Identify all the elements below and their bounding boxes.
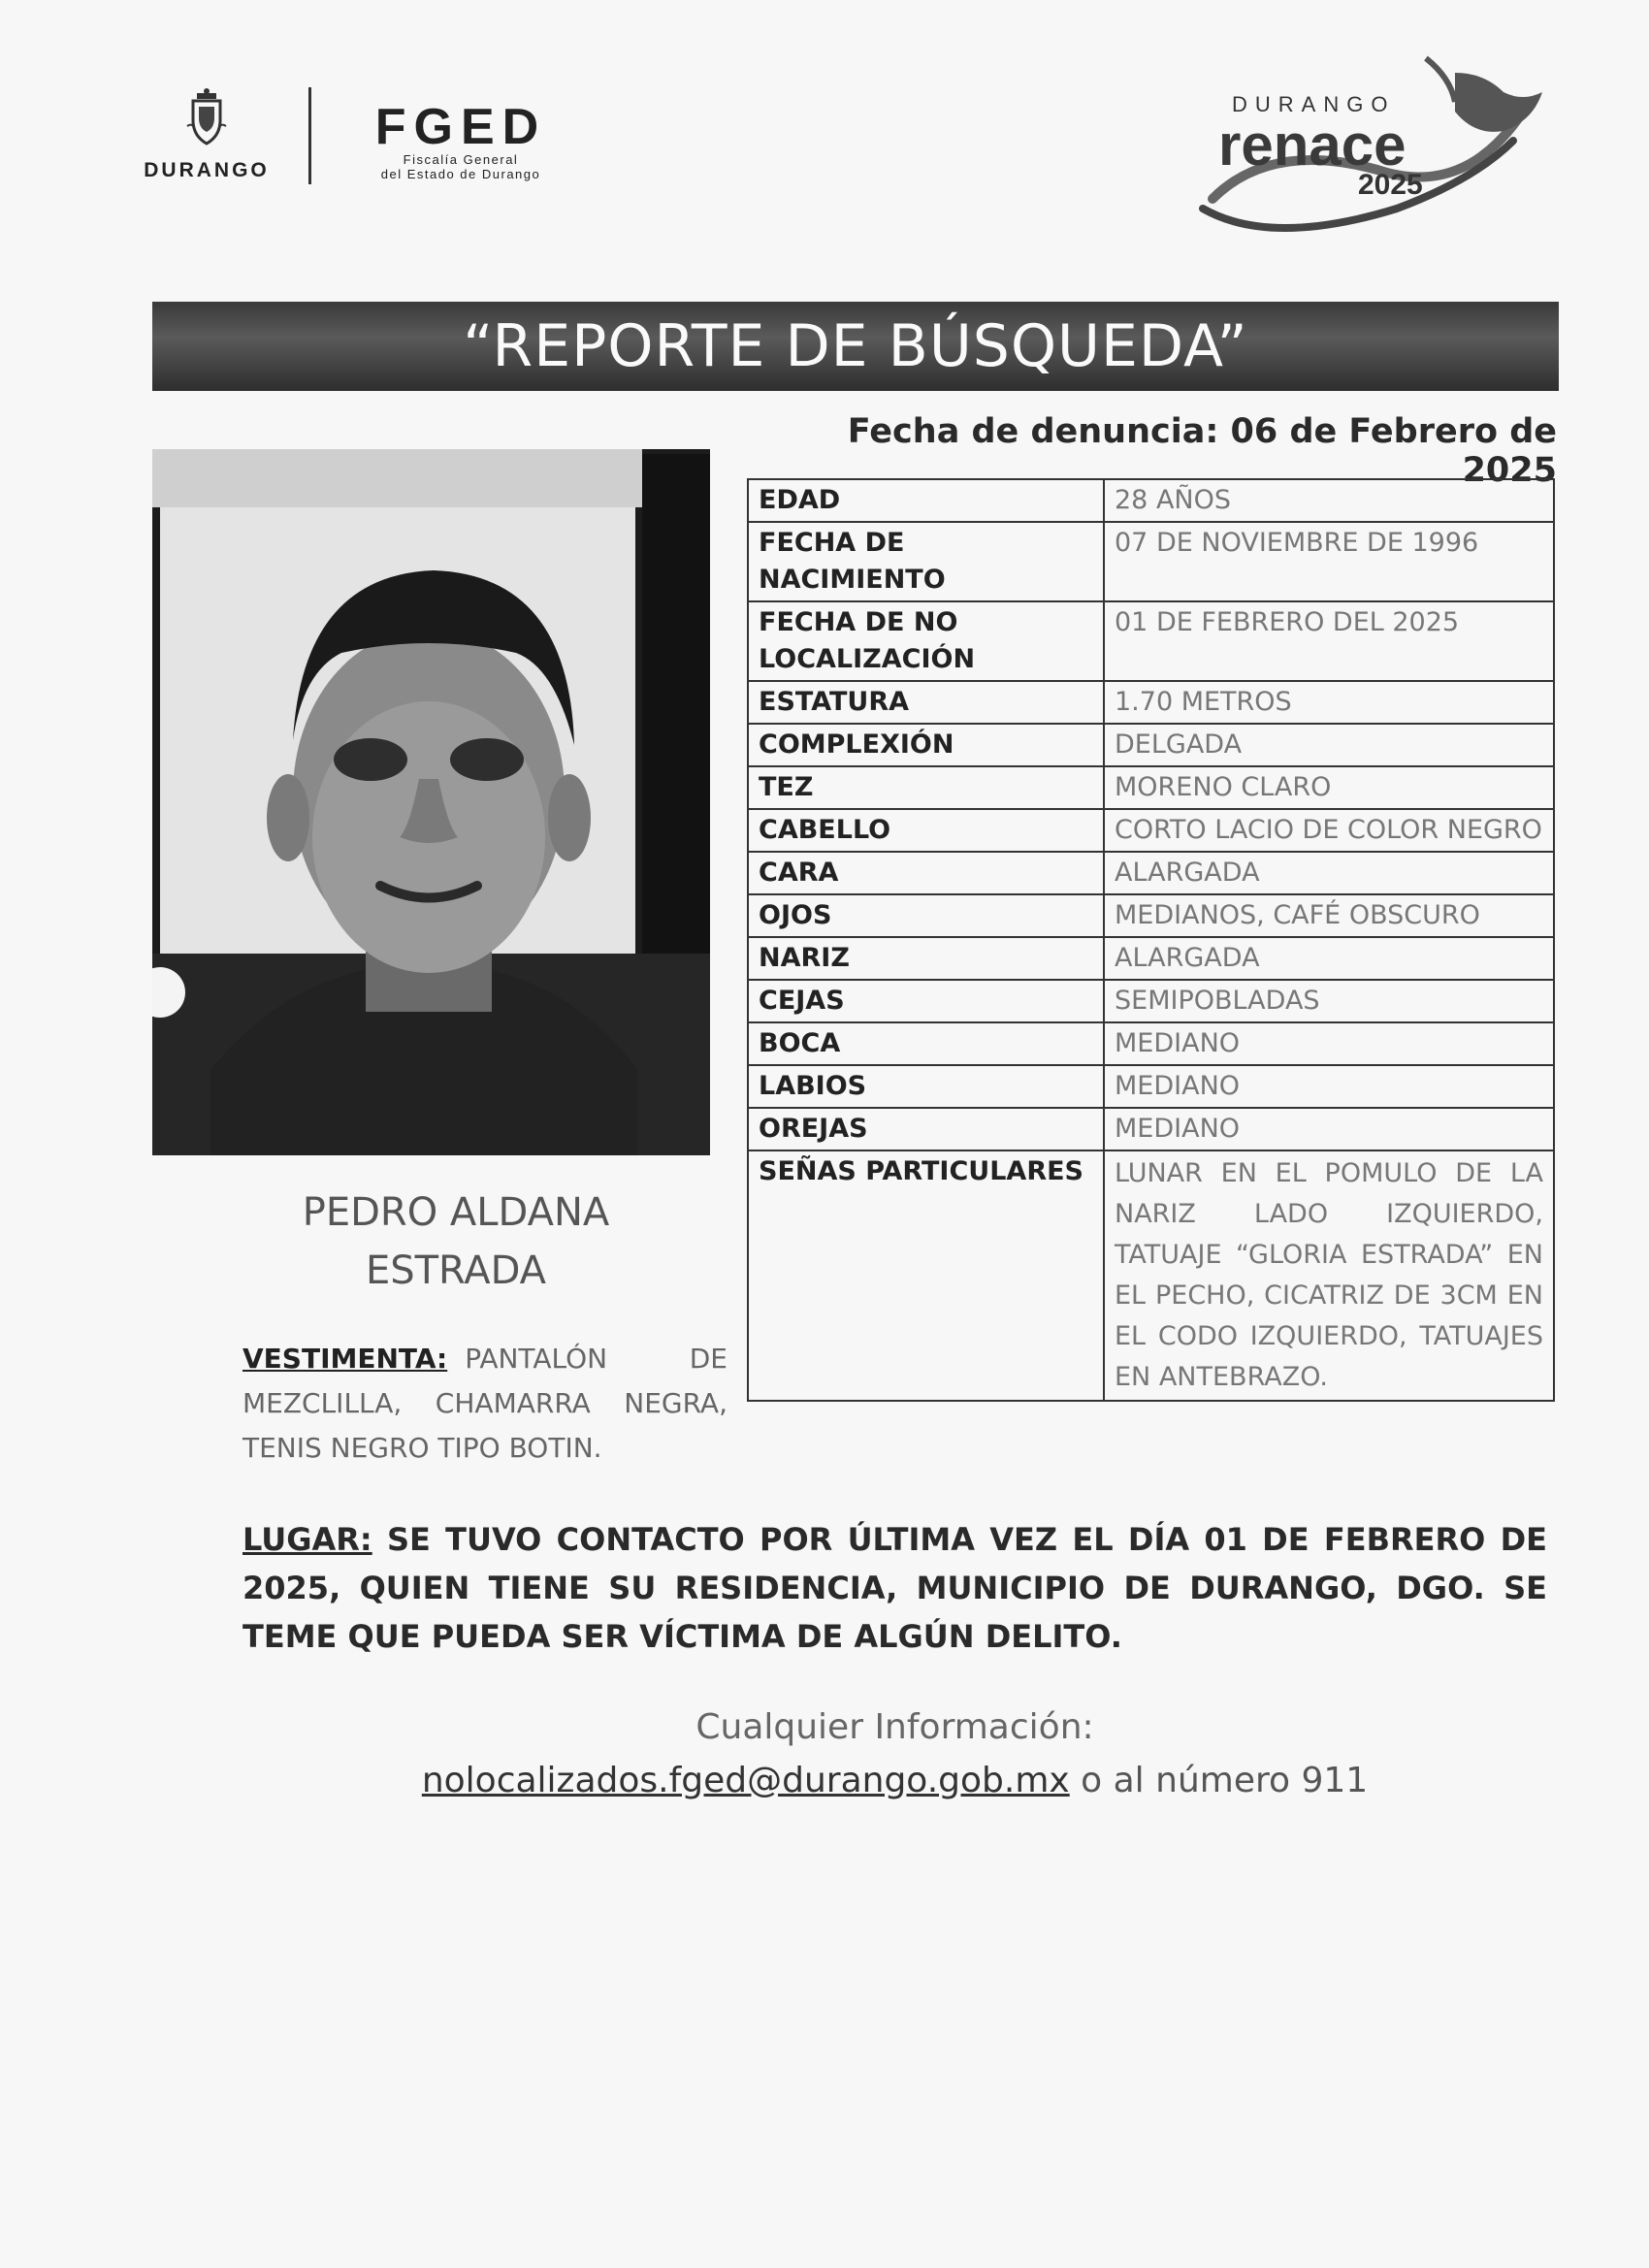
durango-logo [134, 87, 279, 182]
person-name-line2: ESTRADA [365, 1248, 547, 1293]
detail-value: MEDIANOS, CAFÉ OBSCURO [1104, 894, 1554, 937]
detail-row [748, 522, 1554, 601]
location-label: LUGAR: [242, 1521, 372, 1558]
detail-value: CORTO LACIO DE COLOR NEGRO [1104, 809, 1554, 852]
fged-subtitle-line2: del Estado de Durango [380, 167, 541, 181]
contact-title: Cualquier Información: [695, 1707, 1094, 1747]
clothing-text: PANTALÓN DE MEZCLILLA, CHAMARRA NEGRA, TENIS NEGRO TIPO BOTIN. [242, 1343, 728, 1464]
renace-state: DURANGO [1232, 92, 1396, 116]
clothing-description [242, 1337, 728, 1471]
person-photo [152, 449, 710, 1155]
detail-row [748, 1150, 1554, 1401]
report-title: “REPORTE DE BÚSQUEDA” [463, 312, 1248, 380]
detail-key: BOCA [748, 1022, 1104, 1065]
detail-row [748, 980, 1554, 1022]
detail-key: CEJAS [748, 980, 1104, 1022]
detail-value: 01 DE FEBRERO DEL 2025 [1104, 601, 1554, 681]
detail-value: DELGADA [1104, 724, 1554, 766]
detail-row [748, 681, 1554, 724]
detail-key: LABIOS [748, 1065, 1104, 1108]
person-name-line1: PEDRO ALDANA [302, 1190, 610, 1235]
detail-key: TEZ [748, 766, 1104, 809]
logo-divider [308, 87, 311, 184]
detail-row [748, 1065, 1554, 1108]
detail-key: ESTATURA [748, 681, 1104, 724]
contact-phone-text: o al número 911 [1081, 1761, 1369, 1800]
detail-key: FECHA DE NO LOCALIZACIÓN [748, 601, 1104, 681]
detail-value: SEMIPOBLADAS [1104, 980, 1554, 1022]
detail-value: MEDIANO [1104, 1065, 1554, 1108]
detail-value: 07 DE NOVIEMBRE DE 1996 [1104, 522, 1554, 601]
detail-key: FECHA DE NACIMIENTO [748, 522, 1104, 601]
detail-value: 28 AÑOS [1104, 479, 1554, 522]
detail-key: OREJAS [748, 1108, 1104, 1150]
fged-subtitle-line1: Fiscalía General [403, 152, 519, 167]
detail-key: OJOS [748, 894, 1104, 937]
renace-logo [1183, 53, 1552, 247]
detail-value: MORENO CLARO [1104, 766, 1554, 809]
detail-key: COMPLEXIÓN [748, 724, 1104, 766]
detail-value: LUNAR EN EL POMULO DE LA NARIZ LADO IZQUIERDO, TATUAJE “GLORIA ESTRADA” EN EL PECHO, CICATRIZ DE 3CM EN EL CODO IZQUIERDO, TATUAJES EN ANTEBRAZO. [1104, 1150, 1554, 1401]
detail-row [748, 724, 1554, 766]
detail-key: SEÑAS PARTICULARES [748, 1150, 1104, 1401]
detail-value: MEDIANO [1104, 1108, 1554, 1150]
detail-value: MEDIANO [1104, 1022, 1554, 1065]
detail-key: CABELLO [748, 809, 1104, 852]
durango-logo-text: DURANGO [144, 159, 270, 181]
renace-word: renace [1218, 113, 1406, 178]
detail-key: CARA [748, 852, 1104, 894]
detail-row [748, 894, 1554, 937]
detail-row [748, 852, 1554, 894]
detail-row [748, 479, 1554, 522]
detail-key: NARIZ [748, 937, 1104, 980]
detail-value: ALARGADA [1104, 937, 1554, 980]
fged-logo [349, 99, 572, 181]
renace-year: 2025 [1358, 169, 1423, 201]
detail-value: 1.70 METROS [1104, 681, 1554, 724]
detail-value: ALARGADA [1104, 852, 1554, 894]
detail-row [748, 601, 1554, 681]
detail-row [748, 937, 1554, 980]
contact-line [242, 1761, 1547, 1800]
contact-email-link[interactable]: nolocalizados.fged@durango.gob.mx [421, 1761, 1070, 1800]
report-title-bar [152, 302, 1559, 391]
detail-key: EDAD [748, 479, 1104, 522]
durango-crest-icon [183, 87, 230, 147]
detail-row [748, 809, 1554, 852]
location-description [242, 1515, 1547, 1661]
person-details-table [747, 478, 1555, 1402]
clothing-label: VESTIMENTA: [242, 1343, 448, 1375]
fged-title: FGED [374, 99, 547, 155]
report-date: Fecha de denuncia: 06 de Febrero de 2025 [847, 412, 1557, 490]
detail-row [748, 1022, 1554, 1065]
person-name [194, 1183, 718, 1300]
location-text: SE TUVO CONTACTO POR ÚLTIMA VEZ EL DÍA 01 DE FEBRERO DE 2025, QUIEN TIENE SU RESIDENCIA, MUNICIPIO DE DURANGO, DGO. SE TEME QUE PUEDA SER VÍCTIMA DE ALGÚN DELITO. [242, 1521, 1548, 1655]
detail-row [748, 1108, 1554, 1150]
detail-row [748, 766, 1554, 809]
